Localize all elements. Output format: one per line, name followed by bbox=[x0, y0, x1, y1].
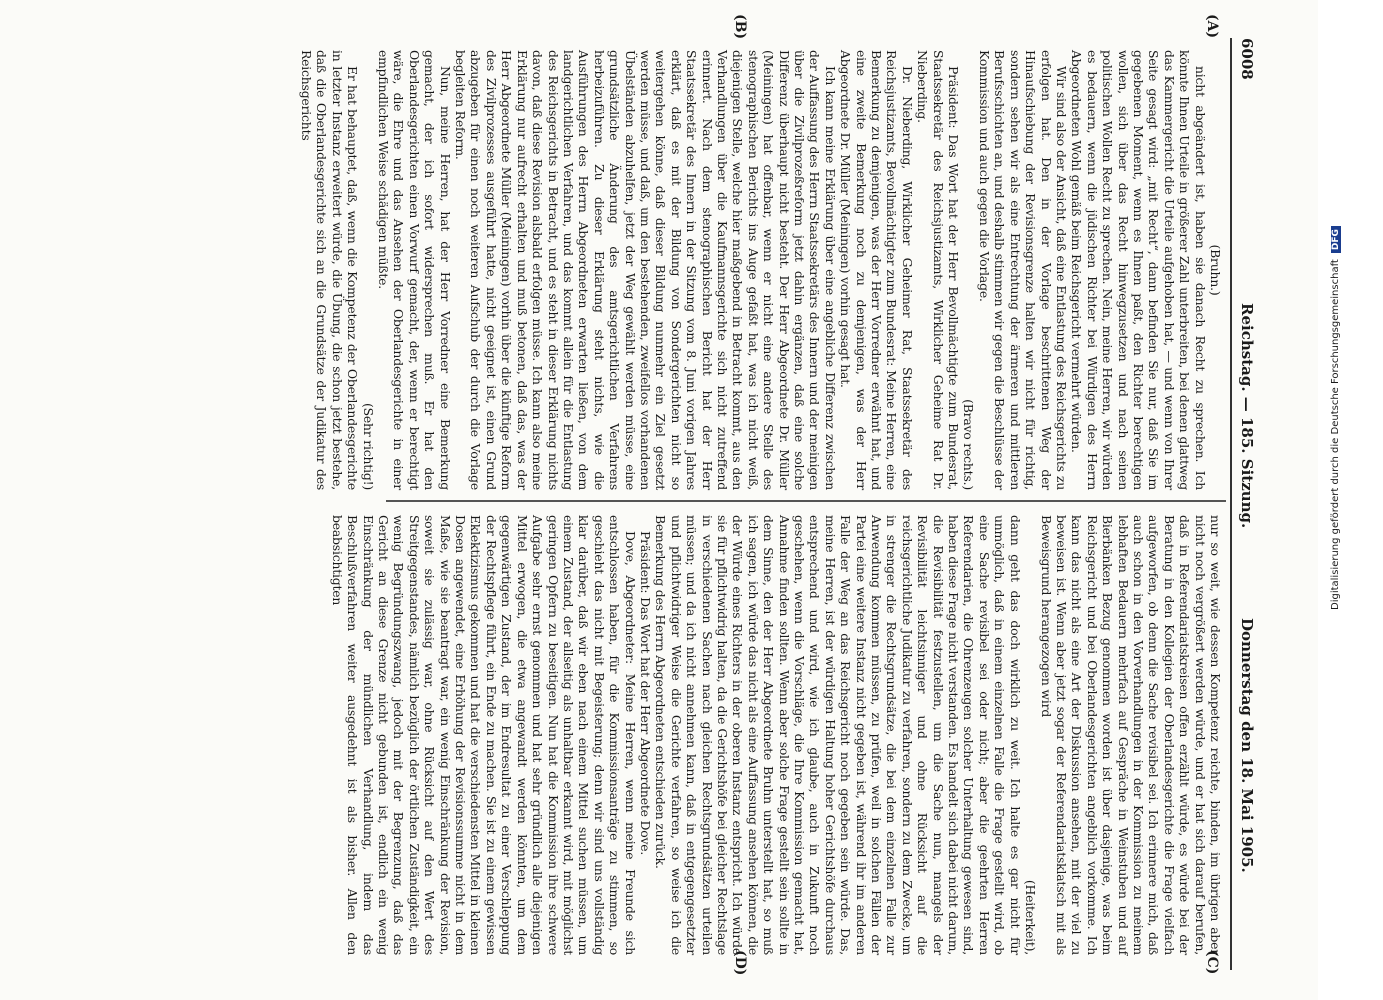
laughter: (Heiterkeit), bbox=[1023, 879, 1039, 955]
margin-mark-b: (B) bbox=[732, 14, 748, 40]
left-column bbox=[299, 50, 1223, 490]
credit-text: Digitalisierung gefördert durch die Deutsche Forschungsgemeinschaft bbox=[1330, 259, 1341, 610]
right-column bbox=[329, 515, 1223, 955]
page-number: 6008 bbox=[1238, 38, 1256, 80]
speaker-continuation: (Bruhn.) bbox=[1208, 244, 1223, 296]
dfg-logo: DFG bbox=[1331, 226, 1341, 253]
header-rule bbox=[1230, 38, 1232, 970]
column-divider bbox=[386, 500, 1226, 502]
paragraph: Nun, meine Herren, hat der Herr Vorredner eine Bemerkung gemacht, der ich sofort widersprechen muß. Er hat den Oberlandesgerichten einen Vorwurf gemacht, der, wenn er berechtigt wäre, die Ehre und das Ansehen der Oberlandesgerichte in einer empfindlichen Weise schädigen müßte. bbox=[376, 50, 453, 490]
paragraph: Präsident: Das Wort hat der Herr Abgeordnete Dove. bbox=[637, 531, 653, 856]
paragraph: Präsident: Das Wort hat der Herr Bevollmächtigte zum Bundesrat, Staatssekretär des Reichsjustizamts, Wirklicher Geheime Rat Dr. Nieberding. bbox=[915, 50, 962, 490]
margin-mark-a: (A) bbox=[1204, 14, 1220, 39]
margin-mark-c: (C) bbox=[1204, 950, 1220, 975]
paragraph: nicht abgeändert ist, haben sie danach Recht zu sprechen. Ich könnte Ihnen Urteile in größerer Zahl unterbreiten, bei denen glattweg das Kammergericht die Urteile aufgehoben hat, — und wenn von Ihrer Seite gesagt wird: „mit Recht“, dann befinden Sie nur, daß Sie im gegebenen Moment, wenn es Ihnen paßt, den Richter berechtigen wollen, sich über das Recht hinwegzusetzen und nach seinen politischen Wollen Recht zu sprechen. Nein, meine Herren, wir würden es bedauern, wenn die jüdischen Richter bei Würdigen des Herrn Abgeordneten Wohl gemäß beim Reichsgericht vermehrt würden. bbox=[1069, 50, 1208, 490]
session-title: Reichstag. — 185. Sitzung. bbox=[1238, 303, 1256, 529]
margin-mark-d: (D) bbox=[732, 950, 748, 976]
paragraph: Er hat behauptet, daß, wenn die Kompetenz der Oberlandesgerichte in letzter Instanz erweitert würde, die Übung, die schon jetzt bestehe, daß die Oberlandesgerichte sich an die Grundsätze der Judikatur des Reichsgerichts bbox=[299, 50, 361, 490]
paragraph: dann geht das doch wirklich zu weit. Ich halte es gar nicht für unmöglich, daß in einem einzelnen Falle die Frage gestellt wird, ob eine Sache revisibel sei oder nicht; aber die geehrten Herren Referendarien, die Ohrenzeugen solcher Unterhaltung gewesen sind, haben diese Frage nicht verstanden. Es handelt sich dabei nicht darum, die Revisibilität festzustellen, um die Sache nun, mangels der Revisibilität leichtsinniger und ohne Rücksicht auf die reichsgerichtliche Judikatur zu verfahren, sondern zu dem Zwecke, um in strenger die Rechtsgrundsätze, die bei dem einzelnen Falle zur Anwendung kommen müssen, zu prüfen, weil in solchen Fällen der Partei eine weitere Instanz nicht gegeben ist, während ihr im anderen Falle der Weg an das Reichsgericht noch gegeben sein würde. Das, meine Herren, ist der würdigen Haltung hoher Gerichtshöfe durchaus entsprechend und wird, wie ich glaube, auch in Zukunft noch geschehen, wenn die Vorschläge, die Ihre Kommission gemacht hat, Annahme finden sollten. Wenn aber solche Frage gestellt sein sollte in dem Sinne, den der Herr Abgeordnete Bruhn unterstellt hat, so muß ich sagen, ich würde das nicht als eine Auffassung ansehen können, die der Würde eines Richters in der oberen Instanz entspricht. Ich würde sie für pflichtwidrig halten, da die Gerichtshöfe bei gleicher Rechtslage in verschiedenen Sachen nach gleichen Rechtsgrundsätzen urteilen müssen; und da ich nicht annehmen kann, daß in entgegengesetzter und pflichtwidriger Weise die Gerichte verfahren, so weise ich die Bemerkung des Herrn Abgeordneten entschieden zurück. bbox=[653, 515, 1023, 955]
paragraph: Dr. Nieberding, Wirklicher Geheimer Rat, Staatssekretär des Reichsjustizamts, Bevollmächtigter zum Bundesrat: Meine Herren, eine Bemerkung zu demjenigen, was der Herr Vorredner erwähnt hat, und eine zweite Bemerkung noch zu demjenigen, was der Herr Abgeordnete Dr. Müller (Meiningen) vorhin gesagt hat. bbox=[838, 50, 915, 490]
paragraph: Wir sind also der Ansicht, daß eine Entlastung des Reichsgerichts zu erfolgen hat. Den in der Vorlage beschrittenen Weg der Hinaufschiebung der Revisionsgrenze halten wir nicht für richtig, sondern sehen wir als eine Entrechtung der ärmeren und mittleren Berufsschichten an, und deshalb stimmen wir gegen die Beschlüsse der Kommission und auch gegen die Vorlage. bbox=[976, 50, 1069, 490]
applause: (Sehr richtig!) bbox=[360, 403, 376, 490]
paragraph: Ich kann meine Erklärung über eine angebliche Differenz zwischen der Auffassung des Herrn Staatssekretärs des Innern und der meinigen über die Zivilprozeßreform jetzt dahin ergänzen, daß eine solche Differenz überhaupt nicht besteht. Der Herr Abgeordnete Dr. Müller (Meiningen) hat offenbar, wenn er nicht eine andere Stelle des stenographischen Berichts ins Auge gefaßt hat, was ich nicht weiß, diejenigen Stelle, welche hier maßgebend in Betracht kommt, aus den Verhandlungen über die Kaufmannsgerichte sich nicht zutreffend erinnert. Nach dem stenographischen Bericht hat der Herr Staatssekretär des Innern in der Sitzung vom 8. Juni vorigen Jahres erklärt, daß es mit der Bildung von Sondergerichten nicht so weitergehen könne, daß dieser Bildung nunmehr ein Ziel gesetzt werden müsse, und daß, um den bestehenden, zweifellos vorhandenen Übelständen abzuhelfen, jetzt der Weg gewählt werden müsse, eine grundsätzliche Änderung des amtsgerichtlichen Verfahrens herbeizuführen. Zu dieser Erklärung steht nichts, wie die Ausführungen des Herrn Abgeordneten erwarten ließen, von dem landgerichtlichen Verfahren, und das kommt allein für die Entlastung des Reichsgerichts in Betracht, und es steht in dieser Erklärung nichts davon, daß diese Revision alsbald erfolgen müsse. Ich kann also meine Erklärung nur aufrecht erhalten und muß betonen, daß das, was der Herr Abgeordnete Müller (Meiningen) vorhin über die künftige Reform des Zivilprozesses ausgeführt hatte, nicht geeignet ist, einen Grund abzugeben für einen noch weiteren Aufschub der durch die Vorlage begleiten Reform. bbox=[453, 50, 838, 490]
session-date: Donnerstag den 18. Mai 1905. bbox=[1238, 618, 1256, 873]
paragraph: Dove, Abgeordneter: Meine Herren, wenn meine Freunde sich entschlossen haben, für die Kommissionsanträge zu stimmen, so geschieht das nicht mit Begeisterung; denn wir sind uns vollständig klar darüber, daß wir eben nach einem Mittel suchen müssen, um einem Zustand, der allseitig als unhaltbar erkannt wird, mit möglichst geringen Opfern zu beseitigen. Nun hat die Kommission ihre schwere Aufgabe sehr ernst genommen und hat sehr gründlich alle diejenigen Mittel erwogen, die etwa angewandt werden könnten, um dem gegenwärtigen Zustand, der im Endresultat zu einer Verschleppung der Rechtspflege führt, ein Ende zu machen. Sie ist zu einem gewissen Eklektizismus gekommen und hat die verschiedensten Mittel in kleinen Dosen angewendet, eine Erhöhung der Revisionssumme nicht in dem Maße, wie sie beantragt war, ein wenig Einschränkung der Revision, soweit sie zulässig war, ohne Rücksicht auf den Wert des Streitgegenstandes, nämlich bezüglich der örtlichen Zuständigkeit, ein wenig Begründungszwang, jedoch mit der Begrenzung, daß das Gericht an diese Grenze nicht gebunden ist, endlich ein wenig Einschränkung der mündlichen Verhandlung, indem das Beschlußverfahren weiter ausgedehnt ist als bisher. Allen den beabsichtigten bbox=[329, 515, 638, 955]
page-header bbox=[1236, 38, 1256, 970]
digitization-credit bbox=[1330, 226, 1341, 610]
applause: (Bravo rechts.) bbox=[961, 399, 977, 490]
paragraph: nur so weit, wie dessen Kompetenz reichte, binden, im übrigen aber nicht noch vergrößert werden würde, und er hat sich darauf berufen, daß in Referendariatskreisen offen erzählt würde, es würde bei der Beratung in den Kollegien der Oberlandesgerichte die Frage vielfach aufgeworfen, ob denn die Sache revisibel sei. Ich erinnere mich, daß auch schon in den Vorverhandlungen in der Kommission zu meinem lebhaften Bedauern mehrfach auf Gespräche in Weinstuben und auf Bierbänken Bezug genommen worden ist über dasjenige, was beim Reichsgericht und bei Oberlandesgerichten angeblich vorkomme. Ich kann das nicht als eine Art der Diskussion ansehen, mit der viel zu beweisen ist. Wenn aber jetzt sogar der Referendariatsklatsch mit als Beweisgrund herangezogen wird bbox=[1038, 515, 1223, 955]
